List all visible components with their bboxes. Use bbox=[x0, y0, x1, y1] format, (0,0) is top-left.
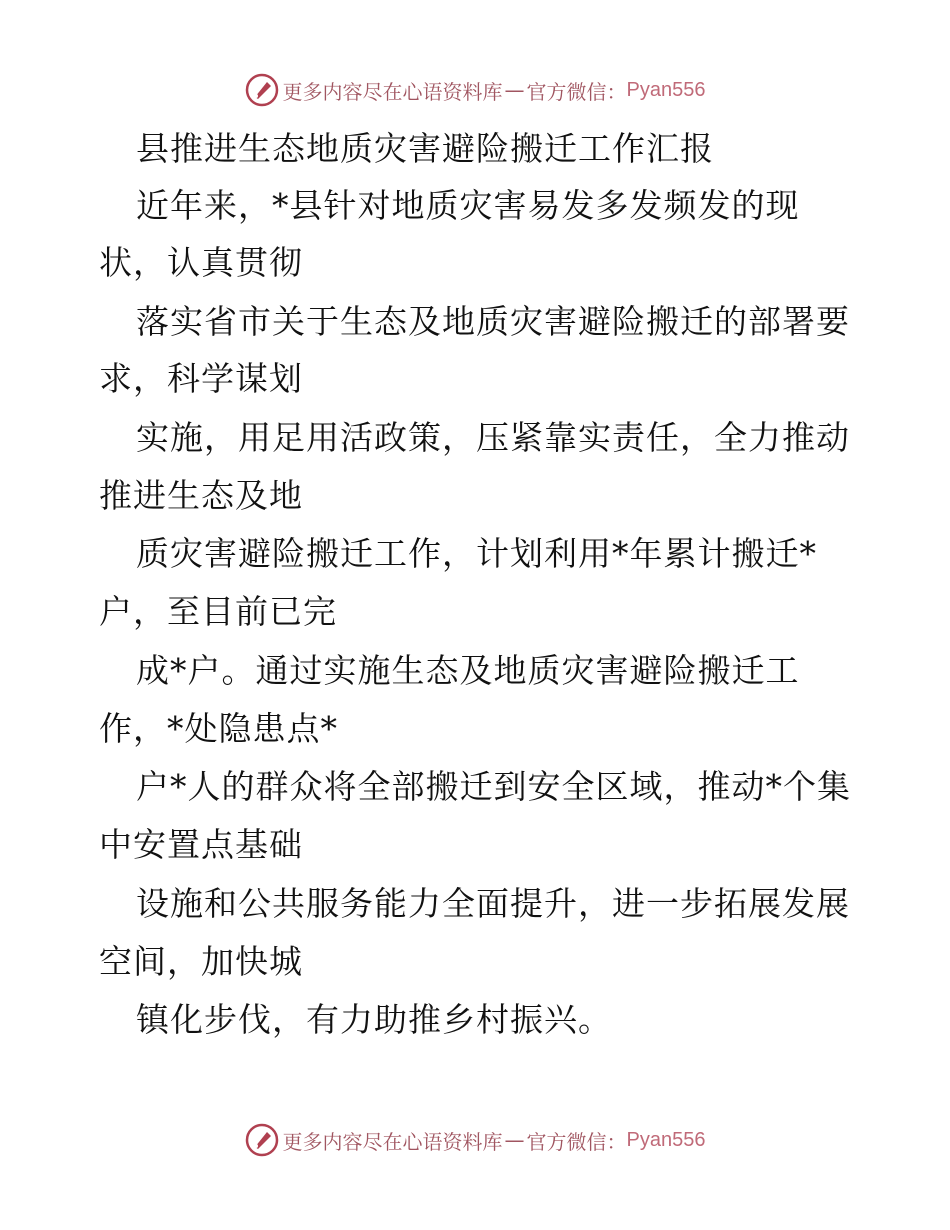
banner-wechat-id: Pyan556 bbox=[626, 78, 706, 101]
paragraph-line: 镇化步伐，有力助推乡村振兴。 bbox=[136, 1000, 612, 1039]
header-watermark-banner bbox=[0, 70, 950, 110]
paragraph-line: 户，至目前已完 bbox=[99, 592, 337, 631]
paragraph-line: 求，科学谋划 bbox=[99, 359, 303, 398]
pen-nib-icon bbox=[245, 73, 279, 107]
paragraph-line: 中安置点基础 bbox=[99, 825, 303, 864]
banner-wechat-label: 官方微信： bbox=[526, 1129, 627, 1154]
paragraph-line: 推进生态及地 bbox=[99, 476, 303, 515]
paragraph-line: 近年来，*县针对地质灾害易发多发频发的现 bbox=[136, 186, 800, 225]
document-title: 县推进生态地质灾害避险搬迁工作汇报 bbox=[136, 129, 714, 168]
banner-separator: — bbox=[504, 78, 525, 102]
footer-watermark-banner bbox=[0, 1120, 950, 1160]
banner-text: 更多内容尽在心语资料库 bbox=[282, 1129, 503, 1154]
banner-wechat-label: 官方微信： bbox=[526, 79, 627, 104]
paragraph-line: 成*户。通过实施生态及地质灾害避险搬迁工 bbox=[136, 651, 800, 690]
paragraph-line: 状，认真贯彻 bbox=[99, 243, 303, 282]
paragraph-line: 作，*处隐患点* bbox=[99, 709, 338, 748]
paragraph-line: 质灾害避险搬迁工作，计划利用*年累计搬迁* bbox=[136, 534, 817, 573]
banner-text: 更多内容尽在心语资料库 bbox=[282, 79, 503, 104]
paragraph-line: 户*人的群众将全部搬迁到安全区域，推动*个集 bbox=[136, 767, 851, 806]
paragraph-line: 实施，用足用活政策，压紧靠实责任，全力推动 bbox=[136, 418, 850, 457]
paragraph-line: 空间，加快城 bbox=[99, 942, 303, 981]
banner-separator: — bbox=[504, 1128, 525, 1152]
pen-nib-icon bbox=[245, 1123, 279, 1157]
paragraph-line: 设施和公共服务能力全面提升，进一步拓展发展 bbox=[136, 884, 850, 923]
paragraph-line: 落实省市关于生态及地质灾害避险搬迁的部署要 bbox=[136, 302, 850, 341]
banner-wechat-id: Pyan556 bbox=[626, 1128, 706, 1151]
